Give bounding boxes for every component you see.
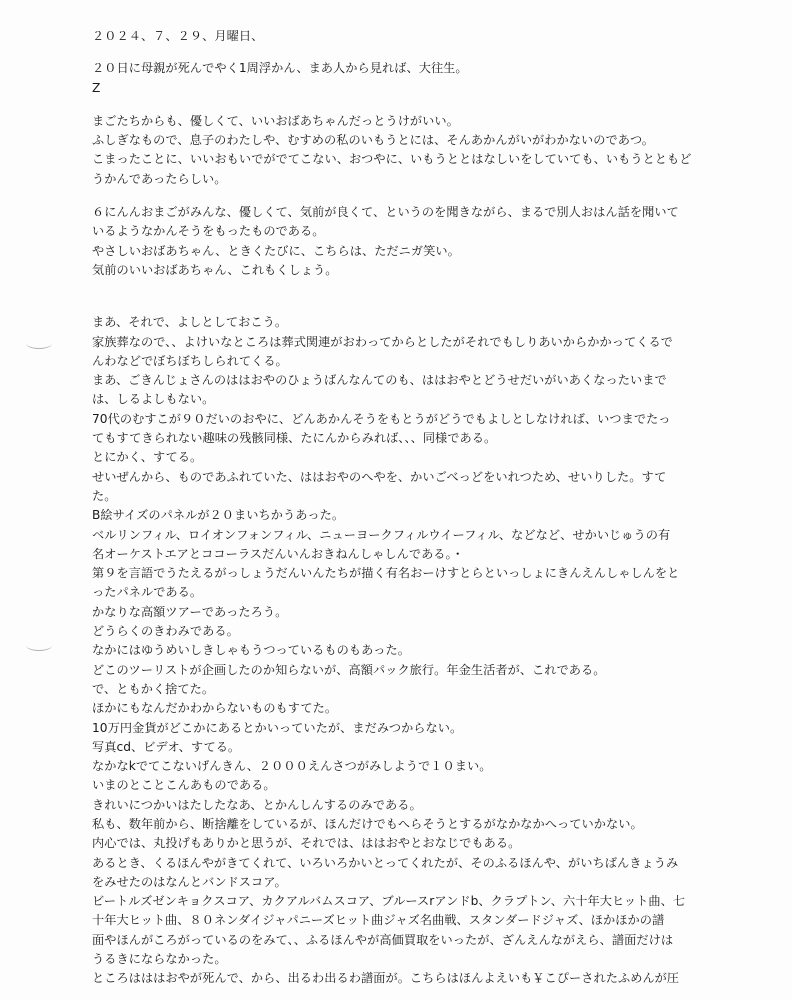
text-line: B絵サイズのパネルが２０まいちかうあった。 [92,508,345,523]
text-line: た。 [92,488,117,503]
text-line: やさしいおばあちゃん、ときくたびに、こちらは、ただニガ笑い。 [92,243,460,258]
text-line: んわなどでぼちぼちしられてくる。 [92,353,288,368]
text-line: 内心では、丸投げもありかと思うが、それでは、ははおやとおなじでもある。 [92,836,521,851]
text-line: 70代のむすこが９０だいのおやに、どんあかんそうをもとうがどうでもよしとしなければ、いつまでたっ [92,411,671,426]
text-line: ベルリンフィル、ロイオンフォンフィル、ニューヨークフィルウイーフィル、などなど、せかいじゅうの有 [92,527,671,542]
text-line: ところはははおやが死んで、から、出るわ出るわ譜面が。こちらはほんよえいも￥こぴーされたふめんが圧 [92,971,680,986]
text-line: なかなkでてこないげんきん、２０００えんさつがみしようで１０まい。 [92,759,492,774]
scan-mark [26,640,52,651]
text-line: 10万円金貨がどこかにあるとかいっていたが、まだみつからない。 [92,720,463,735]
text-line: ったパネルである。 [92,585,203,600]
text-line: 面やほんがころがっているのをみて、、ふるほんやが高価買取をいったが、ざんえんながえら、譜面だけは [92,932,674,947]
text-line: ビートルズゼンキョクスコア、カクアルバムスコア、ブルースrアンドb、クラプトン、六十年大ヒット曲、七 [92,894,686,909]
date-line: ２０２４、７、２９、月曜日、 [92,29,264,43]
document-body [92,27,692,989]
text-line: きれいにつかいはたしたなあ、とかんしんするのみである。 [92,797,422,812]
paragraph-3 [92,203,692,280]
text-line: ６にんんおまごがみんな、優しくて、気前が良くて、というのを聞きながら、まるで別人おはん話を聞いて [92,205,679,220]
text-line: かなりな高額ツアーであったろう。 [92,604,288,619]
text-line: 気前のいいおばあちゃん、これもくしょう。 [92,262,338,277]
text-line: まあ、それで、よしとしておこう。 [92,315,288,330]
text-line: 十年大ヒット曲、８０ネンダイジャパニーズヒット曲ジャズ名曲戦、スタンダードジャズ、ほかほかの譜 [92,913,665,928]
text-line: うるきにならなかった。 [92,952,227,967]
text-line: いるようなかんそうをもったものである。 [92,224,325,239]
text-line: こまったことに、いいおもいでがでてこない、おつやに、いもうととはなしいをしていても、いもうとともど [92,152,692,167]
text-line: Z [92,80,101,95]
text-line: うかんであったらしい。 [92,171,227,186]
text-line: 写真cd、ビデオ、すてる。 [92,739,241,754]
text-line: あるとき、くるほんやがきてくれて、いろいろかいとってくれたが、そのふるほんや、がいちばんきょうみ [92,855,679,870]
scan-mark [26,338,52,349]
text-line: ほかにもなんだかわからないものもすてた。 [92,701,338,716]
text-line: いまのとことこんあものである。 [92,778,276,793]
text-line: 私も、数年前から、断捨離をしているが、ほんだけでもへらそうとするがなかなかへっていかない。 [92,816,643,831]
text-line: せいぜんから、ものであふれていた、ははおやのへやを、かいごべっどをいれつため、せいりした。すて [92,469,667,484]
text-line: 第９を言語でうたえるがっしょうだんいんたちが描く有名おーけすとらといっしょにきんえんしゃしんをと [92,566,680,581]
text-line: まごたちからも、優しくて、いいおばあちゃんだっとうけがいい。 [92,113,459,128]
text-line: 名オーケストエアとココーラスだんいんおきねんしゃしんである。・ [92,546,464,561]
text-line: ２０日に母親が死んでやく1周浮かん、まあ人から見れば、大往生。 [92,61,468,76]
text-line: てもすてきられない趣味の残骸同様、たにんからみれば、、、同様である。 [92,431,497,446]
paragraph-1 [92,59,692,98]
text-line: は、しるよしもない。 [92,392,215,407]
text-line: ふしぎなもので、息子のわたしや、むすめの私のいもうとには、そんあかんがいがわかないのであつ。 [92,133,654,148]
text-line: どこのツーリストが企画したのか知らないが、高額パック旅行。年金生活者が、これである。 [92,662,606,677]
text-line: なかにはゆうめいしきしゃもうつっているものもあった。 [92,643,410,658]
paragraph-2 [92,112,692,189]
text-line: どうらくのきわみである。 [92,624,239,639]
text-line: まあ、ごきんじょさんのははおやのひょうばんなんてのも、ははおやとどうせだいがいあくなったいまで [92,373,667,388]
text-line: で、ともかく捨てた。 [92,681,215,696]
text-line: をみせたのはなんとバンドスコア。 [92,874,287,889]
text-line: 家族葬なので、、よけいなところは葬式関連がおわってからとしたがそれでもしりあいからかかってくるで [92,334,673,349]
text-line: とにかく、すてる。 [92,450,203,465]
paragraph-4 [92,313,692,988]
